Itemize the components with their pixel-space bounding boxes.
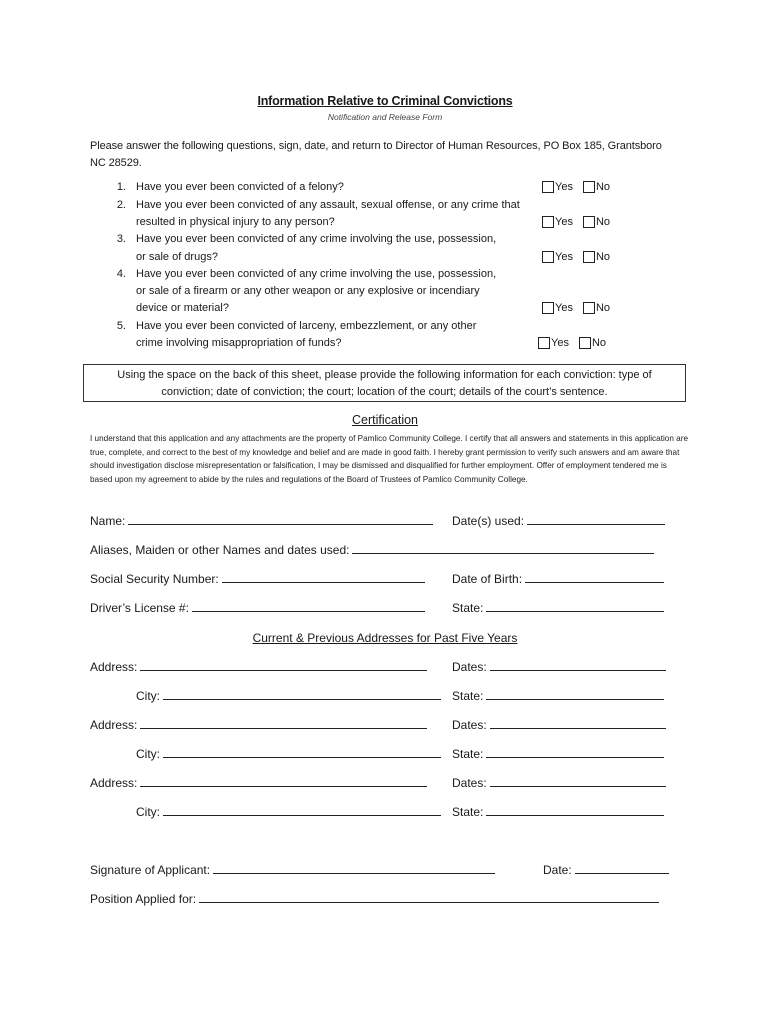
- yes-label: Yes: [555, 302, 573, 314]
- intro-text: Please answer the following questions, sign, date, and return to Director of Human Resources, PO Box 185, Grantsboro NC 28529.: [90, 140, 662, 169]
- certification-title: Certification: [352, 413, 418, 427]
- state-label: State:: [452, 747, 484, 761]
- dob-field: [452, 572, 664, 586]
- signature-field: [90, 863, 495, 877]
- address-1-field: [90, 660, 427, 674]
- city-label: City:: [136, 689, 160, 703]
- address-2-field: [90, 718, 427, 732]
- yes-label: Yes: [551, 337, 569, 349]
- question-4-no-checkbox[interactable]: [583, 302, 595, 314]
- yes-label: Yes: [555, 251, 573, 263]
- dob-label: Date of Birth:: [452, 572, 523, 586]
- city-1-field: [136, 689, 441, 703]
- certification-text: I understand that this application and any attachments are the property of Pamlico Community College. I certify that all answers and statements in this application are true, complete, and correct to the best of my knowledge and belief and are made in good faith. I hereby grant permission to verify such answers and am aware that should investigation disclose misrepresentation or falsification, I may be dismissed and disqualified for further employment. Offer of employment tendered me is based upon my agreement to abide by the rules and regulations of the Board of Trustees of Pamlico Community College.: [90, 434, 689, 484]
- no-label: No: [595, 216, 611, 228]
- question-3-no-checkbox[interactable]: [583, 251, 595, 263]
- form-subtitle: Notification and Release Form: [327, 112, 443, 122]
- dates-used-field: [452, 514, 665, 528]
- city-1-input[interactable]: [163, 689, 441, 700]
- address-3-dates-field: [452, 776, 666, 790]
- question-1-text: Have you ever been convicted of a felony?: [136, 181, 344, 193]
- address-2-dates-field: [452, 718, 666, 732]
- state-2-field: [452, 747, 664, 761]
- city-3-input[interactable]: [163, 805, 441, 816]
- signature-date-label: Date:: [543, 863, 572, 877]
- no-label: No: [591, 337, 607, 349]
- dates-used-label: Date(s) used:: [452, 514, 525, 528]
- position-field: [90, 892, 659, 906]
- question-4-yes-checkbox[interactable]: [542, 302, 554, 314]
- signature-input[interactable]: [213, 863, 495, 874]
- city-label: City:: [136, 805, 160, 819]
- dates-label: Dates:: [452, 660, 487, 674]
- question-2-text-line-1: Have you ever been convicted of any assault, sexual offense, or any crime that: [136, 199, 520, 211]
- position-input[interactable]: [199, 892, 659, 903]
- dob-input[interactable]: [525, 572, 664, 583]
- question-4-text-line-1: Have you ever been convicted of any crime involving the use, possession,: [136, 268, 497, 280]
- license-state-label: State:: [452, 601, 484, 615]
- aliases-input[interactable]: [352, 543, 654, 554]
- address-3-input[interactable]: [140, 776, 427, 787]
- signature-label: Signature of Applicant:: [90, 863, 211, 877]
- dates-used-input[interactable]: [527, 514, 665, 525]
- question-5-options: [538, 337, 606, 349]
- question-1-no-checkbox[interactable]: [583, 181, 595, 193]
- question-2-number: 2.: [116, 199, 126, 211]
- address-3-dates-input[interactable]: [490, 776, 666, 787]
- question-4-text-line-3: device or material?: [136, 302, 229, 314]
- state-1-field: [452, 689, 664, 703]
- state-label: State:: [452, 689, 484, 703]
- question-3-options: [542, 251, 610, 263]
- question-1-yes-checkbox[interactable]: [542, 181, 554, 193]
- question-1-number: 1.: [116, 181, 126, 193]
- question-4-text-line-2: or sale of a firearm or any other weapon or any explosive or incendiary: [136, 285, 480, 297]
- question-5-number: 5.: [116, 320, 126, 332]
- question-4-number: 4.: [116, 268, 126, 280]
- yes-label: Yes: [555, 216, 573, 228]
- city-label: City:: [136, 747, 160, 761]
- notice-line-2: conviction; date of conviction; the court; location of the court; details of the court’s sentence.: [161, 386, 608, 398]
- aliases-label: Aliases, Maiden or other Names and dates used:: [90, 543, 350, 557]
- signature-date-input[interactable]: [575, 863, 669, 874]
- address-3-field: [90, 776, 427, 790]
- dates-label: Dates:: [452, 718, 487, 732]
- question-3-text-line-1: Have you ever been convicted of any crime involving the use, possession,: [136, 233, 497, 245]
- aliases-field: [90, 543, 654, 557]
- drivers-license-input[interactable]: [192, 601, 425, 612]
- question-5-text-line-1: Have you ever been convicted of larceny, embezzlement, or any other: [136, 320, 477, 332]
- ssn-input[interactable]: [222, 572, 425, 583]
- ssn-label: Social Security Number:: [90, 572, 219, 586]
- question-2-no-checkbox[interactable]: [583, 216, 595, 228]
- notice-line-1: Using the space on the back of this sheet, please provide the following information for each conviction: type of: [117, 369, 652, 381]
- question-5-text-line-2: crime involving misappropriation of funds?: [136, 337, 342, 349]
- no-label: No: [595, 302, 611, 314]
- question-3-yes-checkbox[interactable]: [542, 251, 554, 263]
- address-1-dates-field: [452, 660, 666, 674]
- drivers-license-label: Driver’s License #:: [90, 601, 189, 615]
- conviction-details-notice: [83, 364, 686, 402]
- dates-label: Dates:: [452, 776, 487, 790]
- city-2-field: [136, 747, 441, 761]
- question-5-yes-checkbox[interactable]: [538, 337, 550, 349]
- no-label: No: [595, 251, 611, 263]
- yes-label: Yes: [555, 181, 573, 193]
- state-label: State:: [452, 805, 484, 819]
- signature-date-field: [543, 863, 669, 877]
- name-field: [90, 514, 433, 528]
- drivers-license-field: [90, 601, 425, 615]
- state-3-input[interactable]: [486, 805, 664, 816]
- question-2-yes-checkbox[interactable]: [542, 216, 554, 228]
- form-title: Information Relative to Criminal Convictions: [257, 94, 513, 108]
- address-2-dates-input[interactable]: [490, 718, 666, 729]
- state-1-input[interactable]: [486, 689, 664, 700]
- address-1-input[interactable]: [140, 660, 427, 671]
- city-3-field: [136, 805, 441, 819]
- ssn-field: [90, 572, 425, 586]
- no-label: No: [595, 181, 611, 193]
- name-label: Name:: [90, 514, 126, 528]
- address-label: Address:: [90, 660, 138, 674]
- address-1-dates-input[interactable]: [490, 660, 666, 671]
- addresses-title: Current & Previous Addresses for Past Five Years: [252, 631, 518, 645]
- city-2-input[interactable]: [163, 747, 441, 758]
- address-label: Address:: [90, 776, 138, 790]
- address-label: Address:: [90, 718, 138, 732]
- position-label: Position Applied for:: [90, 892, 197, 906]
- question-2-options: [542, 216, 610, 228]
- name-input[interactable]: [128, 514, 433, 525]
- question-3-number: 3.: [116, 233, 126, 245]
- license-state-input[interactable]: [486, 601, 664, 612]
- state-2-input[interactable]: [486, 747, 664, 758]
- state-3-field: [452, 805, 664, 819]
- question-2-text-line-2: resulted in physical injury to any person?: [136, 216, 335, 228]
- question-1-options: [542, 181, 610, 193]
- question-5-no-checkbox[interactable]: [579, 337, 591, 349]
- question-3-text-line-2: or sale of drugs?: [136, 251, 218, 263]
- license-state-field: [452, 601, 664, 615]
- question-4-options: [542, 302, 610, 314]
- address-2-input[interactable]: [140, 718, 427, 729]
